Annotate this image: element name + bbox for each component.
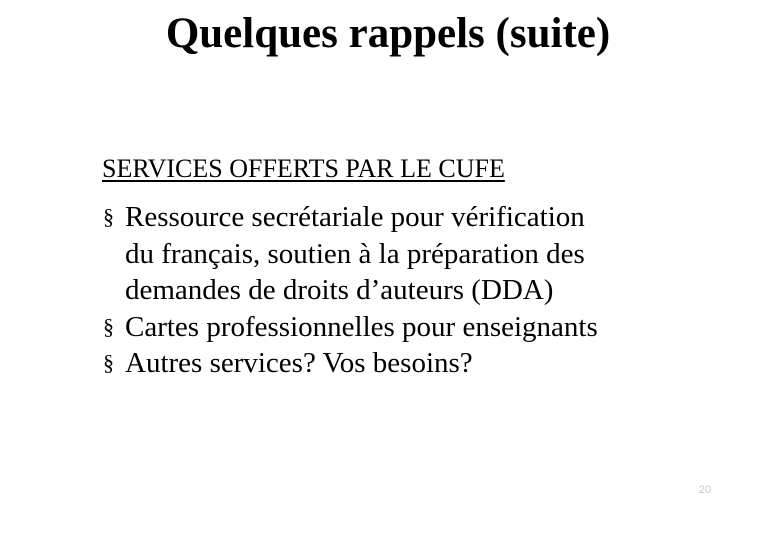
section-sign-bullet-icon: §	[103, 313, 114, 339]
bullet-item-business-cards	[102, 309, 762, 346]
bullet-item-other-services	[102, 345, 762, 382]
page-number: 20	[698, 484, 712, 496]
slide-title: Quelques rappels (suite)	[165, 10, 611, 57]
section-sign-bullet-icon: §	[103, 350, 114, 375]
bullet-line: Autres services? Vos besoins?	[125, 347, 473, 379]
section-sign-bullet-icon: §	[103, 204, 114, 229]
bullet-line: du français, soutien à la préparation des	[125, 237, 585, 270]
bullet-line: demandes de droits d’auteurs (DDA)	[125, 274, 554, 306]
bullet-item-secretarial	[102, 199, 762, 309]
bullet-list	[102, 199, 762, 382]
bullet-line: Ressource secrétariale pour vérification	[125, 201, 585, 233]
section-heading: SERVICES OFFERTS PAR LE CUFE	[102, 154, 505, 183]
bullet-line: Cartes professionnelles pour enseignants	[125, 310, 598, 343]
